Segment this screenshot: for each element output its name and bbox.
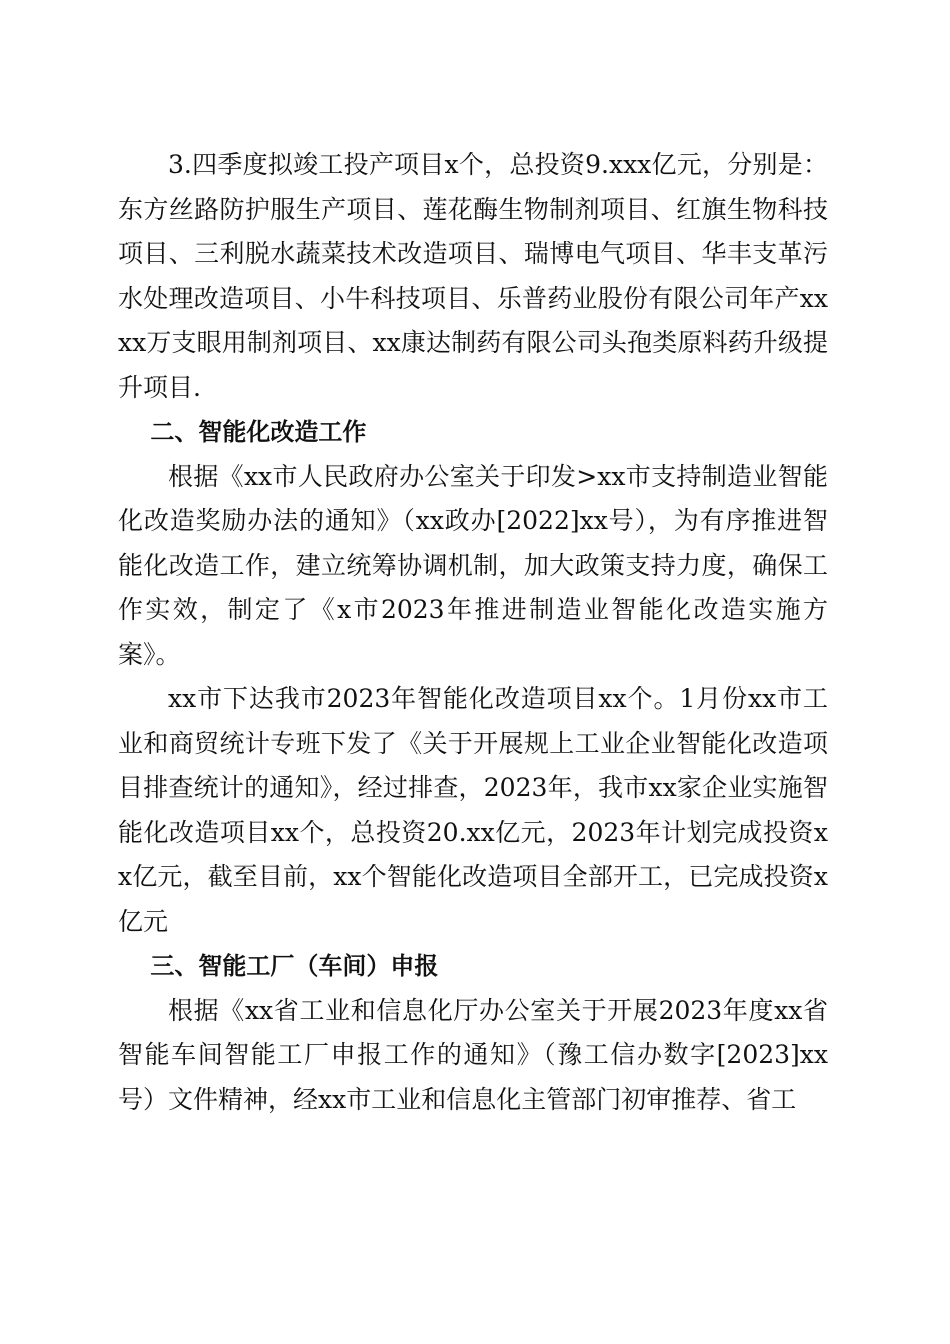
paragraph-application-notice: 根据《xx省工业和信息化厅办公室关于开展2023年度xx省智能车间智能工厂申报工作的通知》（豫工信办数字[2023]xx号）文件精神，经xx市工业和信息化主管部门初审推荐、省工: [118, 995, 828, 1114]
paragraph-q4-projects: 3.四季度拟竣工投产项目x个，总投资9.xxx亿元，分别是：东方丝路防护服生产项目、莲花酶生物制剂项目、红旗生物科技项目、三利脱水蔬菜技术改造项目、瑞博电气项目、华丰支革污水处理改造项目、小牛科技项目、乐普药业股份有限公司年产xxxx万支眼用制剂项目、xx康达制药有限公司头孢类原料药升级提升项目.: [118, 150, 828, 402]
heading-intelligent-transformation: 二、智能化改造工作: [150, 418, 367, 446]
heading-smart-factory-application: 三、智能工厂（车间）申报: [150, 952, 439, 980]
document-page: [118, 143, 828, 1122]
paragraph-policy-basis: 根据《xx市人民政府办公室关于印发>xx市支持制造业智能化改造奖励办法的通知》（xx政办[2022]xx号），为有序推进智能化改造工作，建立统筹协调机制，加大政策支持力度，确保工作实效，制定了《x市2023年推进制造业智能化改造实施方案》。: [118, 461, 828, 669]
paragraph-project-statistics: xx市下达我市2023年智能化改造项目xx个。1月份xx市工业和商贸统计专班下发了《关于开展规上工业企业智能化改造项目排查统计的通知》，经过排查，2023年，我市xx家企业实施智能化改造项目xx个，总投资20.xx亿元，2023年计划完成投资xx亿元，截至目前，xx个智能化改造项目全部开工，已完成投资x亿元: [118, 684, 828, 936]
